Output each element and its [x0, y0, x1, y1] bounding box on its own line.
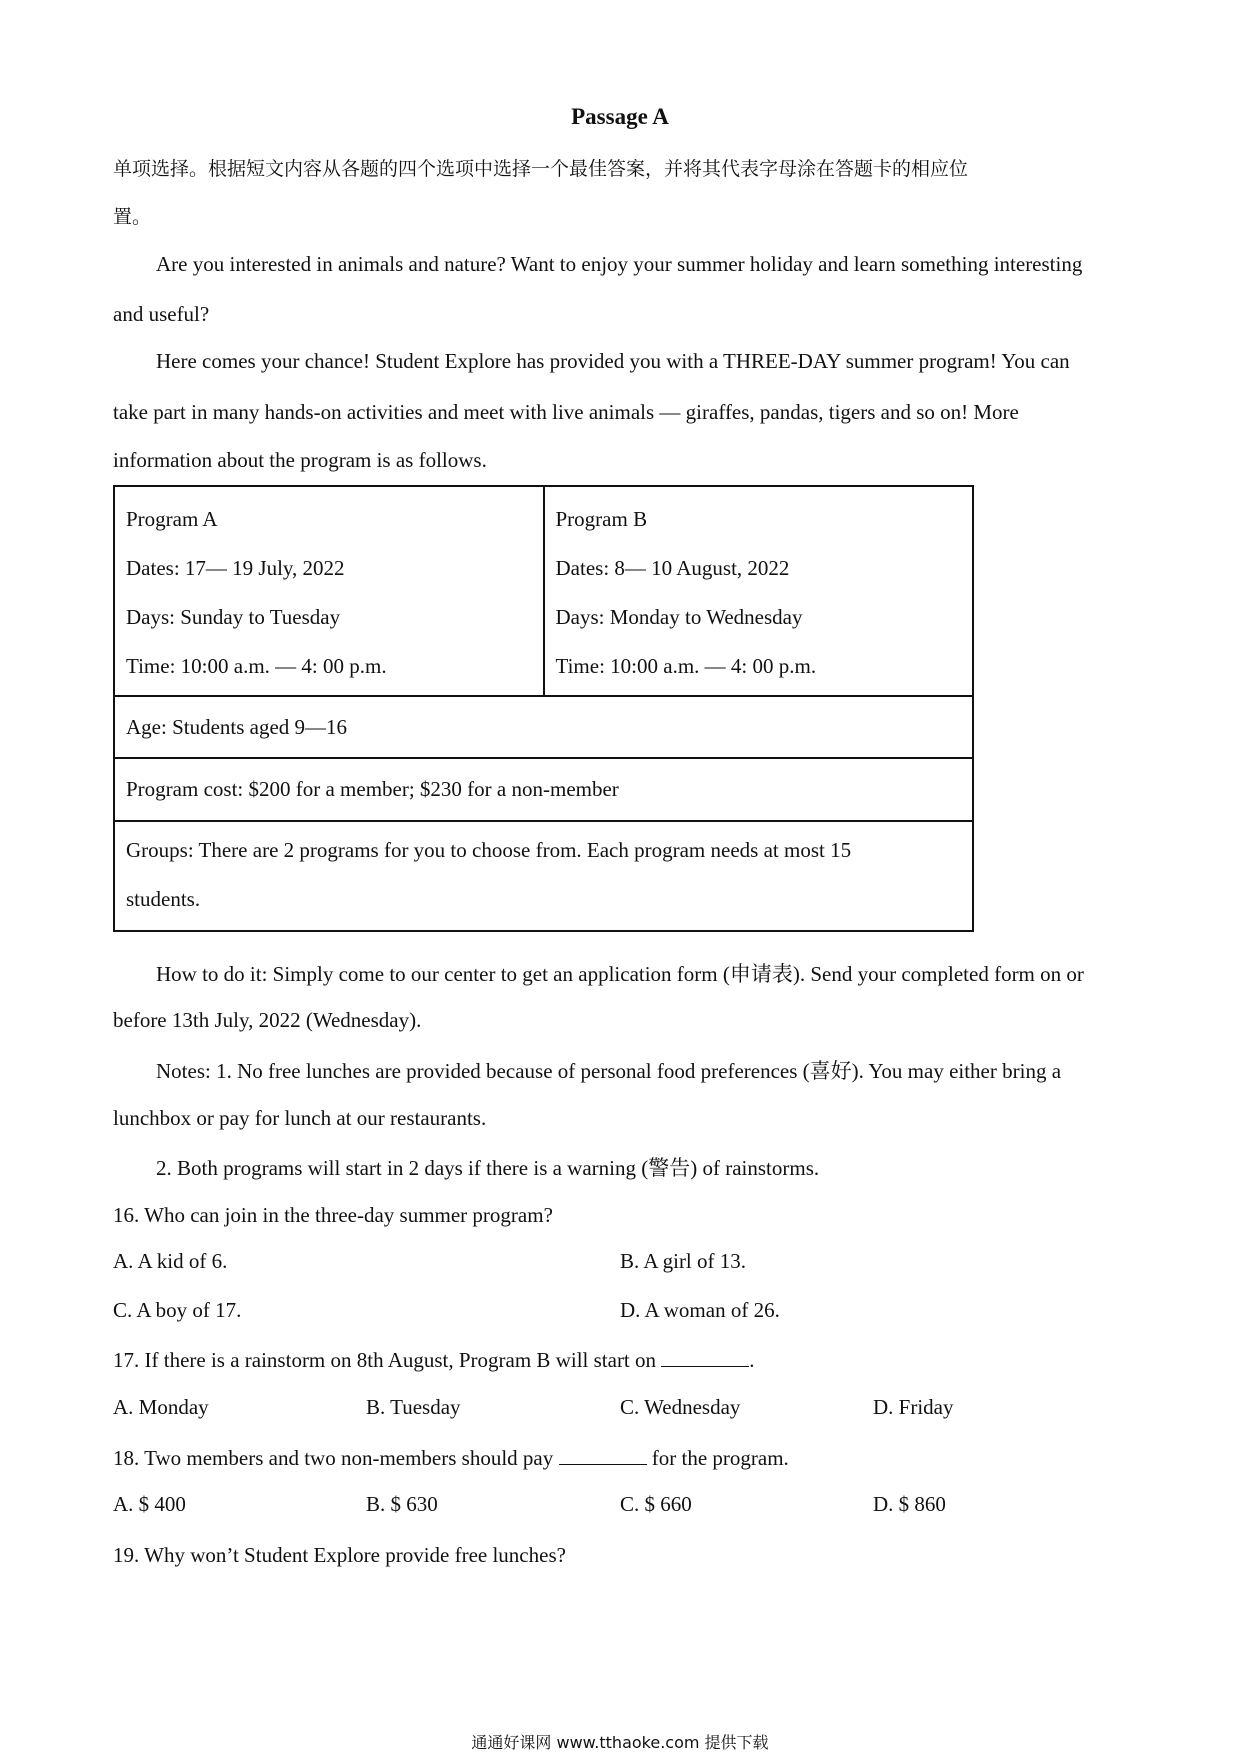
q17-option-c: C. Wednesday — [620, 1395, 741, 1419]
q17-answer-blank — [661, 1348, 749, 1367]
q16-option-d: D. A woman of 26. — [620, 1298, 780, 1322]
program-b-name: Program B — [555, 507, 648, 531]
program-b-cell — [544, 486, 974, 696]
q18-option-b: B. $ 630 — [366, 1492, 438, 1516]
notes-item-2: 2. Both programs will start in 2 days if there is a warning (警告) of rainstorms. — [156, 1156, 820, 1180]
program-a-dates: Dates: 17— 19 July, 2022 — [126, 556, 345, 580]
q18-option-a: A. $ 400 — [113, 1492, 186, 1516]
groups-line-2: students. — [126, 887, 201, 911]
age-cell — [114, 696, 973, 758]
q17-stem-text: 17. If there is a rainstorm on 8th August, Program B will start on — [113, 1348, 657, 1372]
groups-line-1: Groups: There are 2 programs for you to choose from. Each program needs at most 15 — [126, 838, 852, 862]
q18-option-d: D. $ 860 — [873, 1492, 946, 1516]
program-b-dates: Dates: 8— 10 August, 2022 — [555, 556, 790, 580]
notes-line-1: Notes: 1. No free lunches are provided because of personal food preferences (喜好). You may either bring a — [156, 1059, 1062, 1083]
how-line-1: How to do it: Simply come to our center to get an application form (申请表). Send your completed form on or — [156, 962, 1084, 986]
q16-option-b: B. A girl of 13. — [620, 1249, 747, 1273]
cost-text: Program cost: $200 for a member; $230 for a non-member — [126, 777, 619, 801]
program-b-days: Days: Monday to Wednesday — [555, 605, 803, 629]
page-footer: 通通好课网 www.tthaoke.com 提供下载 — [471, 1733, 769, 1752]
paragraph-2-line-3: information about the program is as follows. — [113, 448, 487, 472]
q18-stem-end: for the program. — [651, 1446, 789, 1470]
program-a-name: Program A — [126, 507, 218, 531]
notes-line-2: lunchbox or pay for lunch at our restaurants. — [113, 1106, 487, 1130]
paragraph-1-line-1: Are you interested in animals and nature? Want to enjoy your summer holiday and learn something interesting — [156, 252, 1083, 276]
paragraph-1-line-2: and useful? — [113, 302, 210, 326]
q17-stem-end: . — [749, 1348, 755, 1372]
cost-cell — [114, 758, 973, 821]
question-16-stem: 16. Who can join in the three-day summer program? — [113, 1203, 553, 1227]
age-text: Age: Students aged 9—16 — [126, 714, 348, 739]
q17-option-a: A. Monday — [113, 1395, 209, 1419]
q16-option-a: A. A kid of 6. — [113, 1249, 228, 1273]
q17-option-d: D. Friday — [873, 1395, 954, 1419]
program-a-time: Time: 10:00 a.m. — 4: 00 p.m. — [126, 654, 387, 678]
paragraph-2-line-2: take part in many hands-on activities and meet with live animals — giraffes, pandas, tigers and so on! More — [113, 400, 1019, 424]
question-17-stem — [113, 1346, 755, 1374]
program-a-cell — [114, 486, 544, 696]
q16-option-c: C. A boy of 17. — [113, 1298, 242, 1322]
program-a-days: Days: Sunday to Tuesday — [126, 605, 341, 629]
instruction-line-1: 单项选择。根据短文内容从各题的四个选项中选择一个最佳答案，并将其代表字母涂在答题卡的相应位 — [113, 158, 969, 180]
question-19-stem: 19. Why won’t Student Explore provide free lunches? — [113, 1543, 566, 1567]
q18-answer-blank — [559, 1446, 647, 1465]
instruction-line-2: 置。 — [113, 206, 152, 228]
q18-option-c: C. $ 660 — [620, 1492, 692, 1516]
passage-title: Passage A — [571, 104, 669, 129]
groups-cell — [114, 821, 973, 931]
program-info-table — [113, 485, 974, 932]
q18-stem-text: 18. Two members and two non-members should pay — [113, 1446, 554, 1470]
program-b-time: Time: 10:00 a.m. — 4: 00 p.m. — [555, 654, 817, 678]
paragraph-2-line-1: Here comes your chance! Student Explore has provided you with a THREE-DAY summer program! You can — [156, 349, 1070, 373]
q17-option-b: B. Tuesday — [366, 1395, 461, 1419]
question-18-stem — [113, 1444, 789, 1472]
how-line-2: before 13th July, 2022 (Wednesday). — [113, 1008, 422, 1032]
